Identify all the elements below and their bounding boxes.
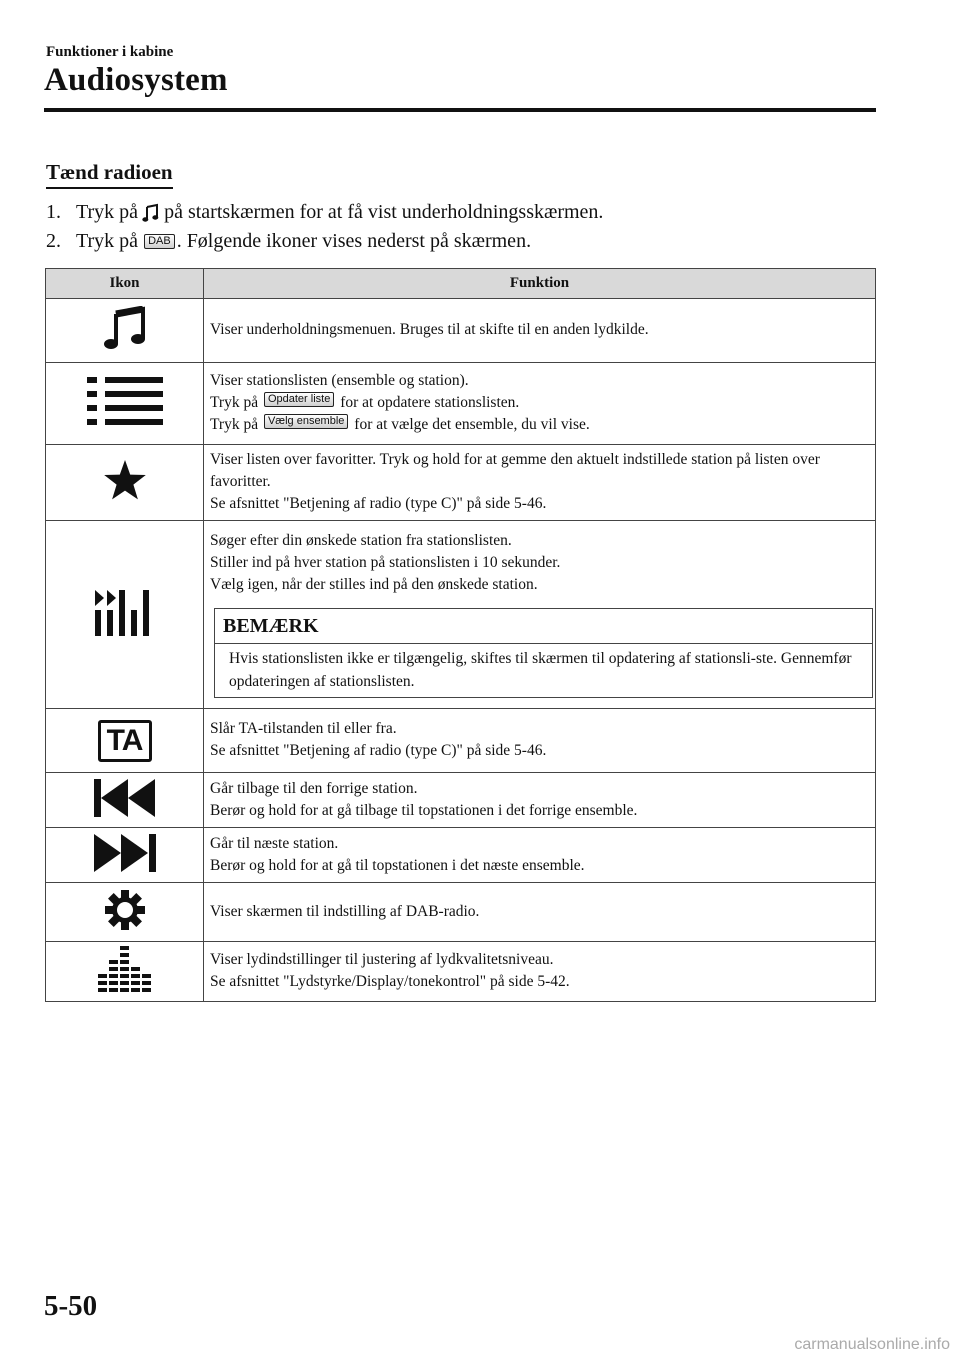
function-text: Se afsnittet "Lydstyrke/Display/tonekontrol" på side 5-42. [210,973,570,990]
function-cell [204,828,876,883]
steps-list [46,198,876,256]
column-header-function: Funktion [204,269,876,299]
function-cell [204,299,876,363]
function-text: Viser lydindstillinger til justering af lydkvalitetsniveau. [210,951,554,968]
table-header-row [46,269,876,299]
function-text: Slår TA-tilstanden til eller fra. [210,720,397,737]
previous-track-icon [94,804,156,821]
step-number: 2. [46,230,61,252]
title-divider [44,108,876,112]
function-cell [204,773,876,828]
table-row [46,773,876,828]
note-title: BEMÆRK [215,609,872,644]
icon-cell [46,363,204,445]
step-text-after: . Følgende ikoner vises nederst på skærmen. [176,230,532,252]
step-text-after: på startskærmen for at få vist underholdningsskærmen. [164,201,604,223]
step-1 [46,198,876,227]
icon-cell [46,445,204,521]
function-text: Viser listen over favoritter. Tryk og hold for at gemme den aktuelt indstillede station på listen over favoritter. [210,451,820,490]
column-header-icon: Ikon [46,269,204,299]
equalizer-icon [98,979,152,996]
icon-cell [46,828,204,883]
function-cell [204,445,876,521]
function-cell [204,363,876,445]
table-row [46,299,876,363]
function-text-after: for at vælge det ensemble, du vil vise. [354,416,590,433]
dab-button: DAB [144,234,175,249]
function-text-after: for at opdatere stationslisten. [340,394,520,411]
function-text: Se afsnittet "Betjening af radio (type C)" på side 5-46. [210,742,547,759]
scan-icon [95,623,155,640]
icon-cell [46,521,204,709]
icon-cell [46,773,204,828]
table-row [46,445,876,521]
select-ensemble-button: Vælg ensemble [264,414,348,429]
watermark: carmanualsonline.info [794,1336,950,1353]
step-2 [46,227,876,256]
function-text: Berør og hold for at gå til topstationen i det næste ensemble. [210,856,585,874]
ta-icon: TA [98,720,152,762]
note-box [214,608,873,698]
next-track-icon [94,859,156,876]
function-cell [204,883,876,942]
function-text: Viser underholdningsmenuen. Bruges til at skifte til en anden lydkilde. [210,321,649,338]
page-number: 5-50 [44,1290,98,1322]
music-note-icon [103,337,147,354]
function-text: Berør og hold for at gå tilbage til topstationen i det forrige ensemble. [210,801,638,819]
function-cell [204,521,876,709]
table-row [46,521,876,709]
function-text-before: Tryk på [210,394,259,411]
music-note-icon [142,203,160,223]
table-row [46,709,876,773]
note-text: Hvis stationslisten ikke er tilgængelig, skiftes til skærmen til opdatering af stationsli-ste. Gennemfør opdateringen af stationslisten. [229,650,852,690]
function-text: Går tilbage til den forrige station. [210,779,418,797]
table-row [46,883,876,942]
update-list-button: Opdater liste [264,392,334,407]
function-text: Går til næste station. [210,834,339,852]
function-text [210,414,869,436]
function-text: Viser stationslisten (ensemble og station). [210,372,469,389]
function-text-before: Tryk på [210,416,259,433]
step-text-before: Tryk på [76,230,139,252]
section-heading: Tænd radioen [46,160,173,189]
function-text [210,392,869,414]
function-text: Se afsnittet "Betjening af radio (type C)" på side 5-46. [210,495,547,512]
function-text: Søger efter din ønskede station fra stationslisten. [210,532,512,549]
station-list-icon [87,412,163,429]
function-text: Stiller ind på hver station på stationslisten i 10 sekunder. [210,554,561,571]
function-cell [204,709,876,773]
icon-function-table [45,268,876,1002]
section-label: Funktioner i kabine [46,44,174,60]
function-cell [204,942,876,1002]
star-icon [103,488,147,505]
icon-cell [46,299,204,363]
table-row [46,942,876,1002]
gear-icon [103,919,147,936]
table-row [46,828,876,883]
icon-cell [46,709,204,773]
table-row [46,363,876,445]
function-text: Vælg igen, når der stilles ind på den ønskede station. [210,576,538,593]
function-text: Viser skærmen til indstilling af DAB-radio. [210,902,480,920]
step-number: 1. [46,201,61,223]
step-text-before: Tryk på [76,201,139,223]
page-title: Audiosystem [44,62,228,98]
icon-cell [46,883,204,942]
icon-cell [46,942,204,1002]
